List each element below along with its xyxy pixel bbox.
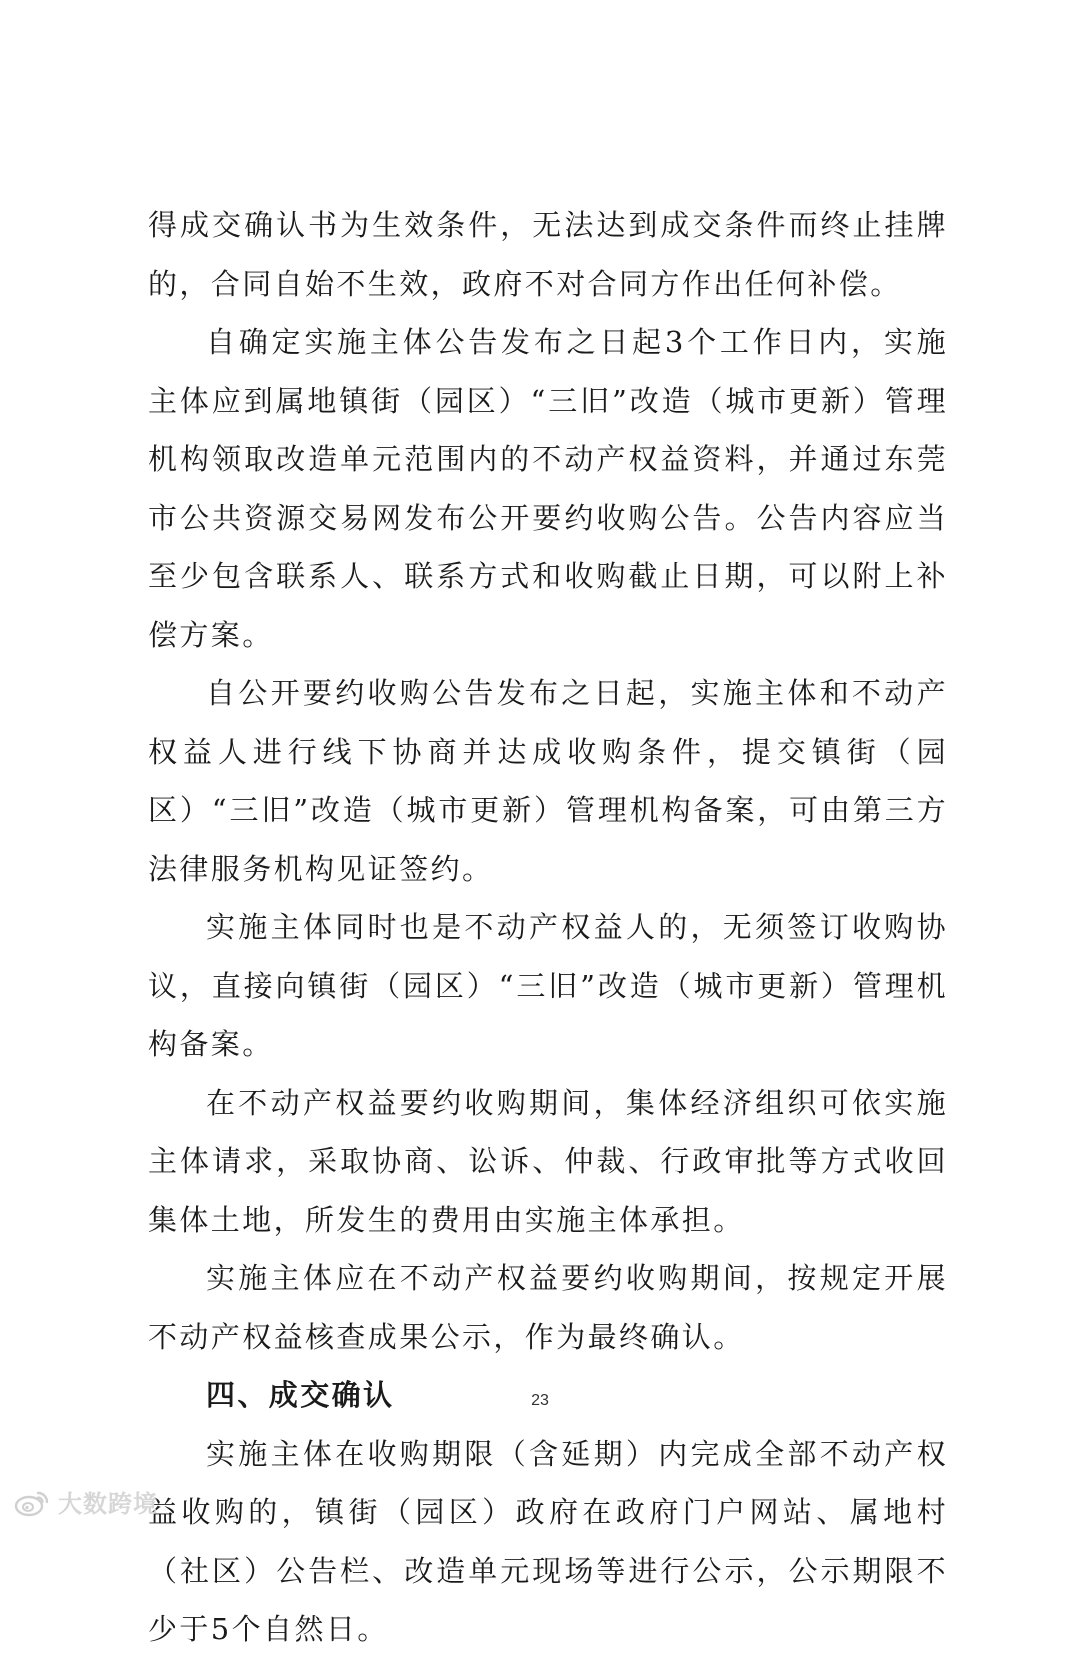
paragraph: 实施主体在收购期限（含延期）内完成全部不动产权益收购的，镇街（园区）政府在政府门户网站、属地村（社区）公告栏、改造单元现场等进行公示，公示期限不少于5个自然日。: [148, 1436, 948, 1646]
paragraph: 实施主体应在不动产权益要约收购期间，按规定开展不动产权益核查成果公示，作为最终确认。: [148, 1261, 948, 1354]
paragraph: 在不动产权益要约收购期间，集体经济组织可依实施主体请求，采取协商、讼诉、仲裁、行政审批等方式收回集体土地，所发生的费用由实施主体承担。: [148, 1085, 948, 1237]
paragraph: 实施主体同时也是不动产权益人的，无须签订收购协议，直接向镇街（园区）“三旧”改造（城市更新）管理机构备案。: [148, 910, 948, 1061]
document-body: [148, 196, 948, 1659]
paragraph-continuation: 得成交确认书为生效条件，无法达到成交条件而终止挂牌的，合同自始不生效，政府不对合同方作出任何补偿。: [148, 208, 948, 301]
watermark-text: 大数跨境: [58, 1490, 158, 1518]
paragraph: 自公开要约收购公告发布之日起，实施主体和不动产权益人进行线下协商并达成收购条件，提交镇街（园区）“三旧”改造（城市更新）管理机构备案，可由第三方法律服务机构见证签约。: [148, 676, 948, 886]
watermark: [14, 1484, 158, 1519]
section-heading: 四、成交确认: [206, 1378, 395, 1412]
page-number: 23: [531, 1392, 549, 1409]
weibo-logo-icon: [14, 1487, 52, 1517]
paragraph: 自确定实施主体公告发布之日起3个工作日内，实施主体应到属地镇街（园区）“三旧”改造（城市更新）管理机构领取改造单元范围内的不动产权益资料，并通过东莞市公共资源交易网发布公开要约收购公告。公告内容应当至少包含联系人、联系方式和收购截止日期，可以附上补偿方案。: [148, 325, 948, 652]
